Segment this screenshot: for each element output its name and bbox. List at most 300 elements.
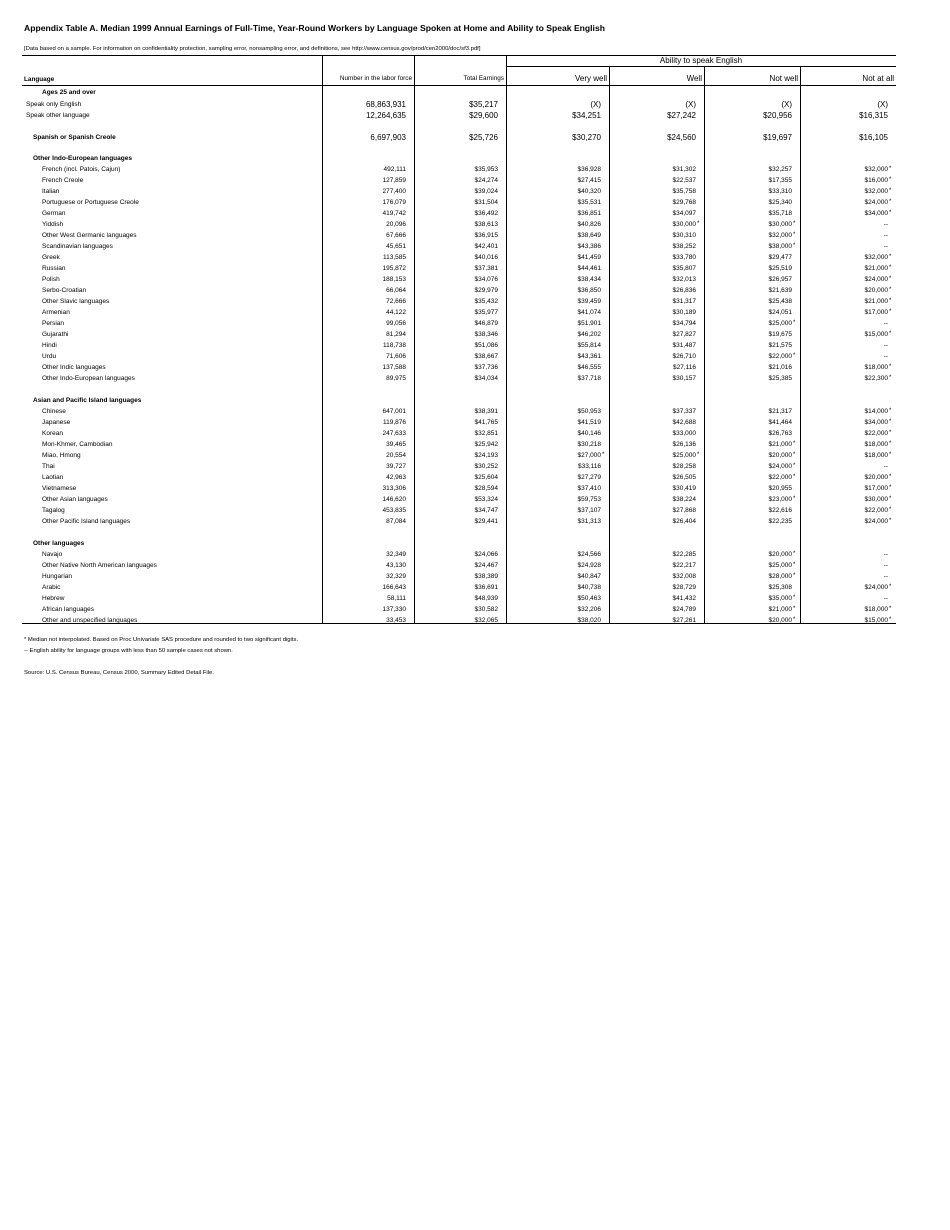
table-title: Appendix Table A. Median 1999 Annual Earnings of Full-Time, Year-Round Workers by Language Spoken at Home and Ability to Speak English — [24, 23, 605, 33]
row-label: Urdu — [42, 353, 57, 360]
cell-w: $26,136 — [672, 441, 696, 448]
cell-n: 89,975 — [386, 375, 406, 382]
cell-na: $22,000 — [864, 430, 888, 437]
cell-nw: $19,697 — [763, 133, 792, 142]
table-row — [22, 110, 896, 121]
cell-total: $48,939 — [474, 595, 498, 602]
asterisk-mark: * — [697, 221, 700, 227]
cell-vw: $41,519 — [577, 419, 601, 426]
row-label: Korean — [42, 430, 63, 437]
cell-w: $31,302 — [672, 166, 696, 173]
asterisk-mark: * — [793, 496, 796, 502]
table-row — [22, 263, 896, 274]
table-note: [Data based on a sample. For information on confidentiality protection, sampling error, nonsampling error, and definitions, see http://www.census.gov/prod/cen2000/doc/sf3.pdf] — [24, 46, 481, 52]
asterisk-mark: * — [889, 177, 892, 183]
cell-total: $51,086 — [474, 342, 498, 349]
cell-na: $24,000 — [864, 518, 888, 525]
section-header-row — [22, 87, 896, 98]
table-row — [22, 99, 896, 110]
cell-total: $39,024 — [474, 188, 498, 195]
cell-n: 176,079 — [382, 199, 406, 206]
cell-n: 146,620 — [382, 496, 406, 503]
asterisk-mark: * — [889, 408, 892, 414]
cell-w: $27,242 — [667, 111, 696, 120]
cell-w: $27,868 — [672, 507, 696, 514]
asterisk-mark: * — [793, 463, 796, 469]
asterisk-mark: * — [889, 474, 892, 480]
table-row — [22, 230, 896, 241]
row-label: Other Indic languages — [42, 364, 106, 371]
cell-vw: $37,410 — [577, 485, 601, 492]
cell-na: $18,000 — [864, 441, 888, 448]
cell-n: 58,111 — [387, 595, 406, 602]
asterisk-mark: * — [889, 617, 892, 623]
cell-vw: $33,116 — [577, 463, 601, 470]
cell-n: 195,872 — [382, 265, 406, 272]
row-label: Tagalog — [42, 507, 65, 514]
cell-n: 81,294 — [386, 331, 406, 338]
row-label: Japanese — [42, 419, 71, 426]
row-label: Other Asian languages — [42, 496, 108, 503]
cell-nw: $32,000 — [768, 232, 792, 239]
cell-nw: $25,385 — [768, 375, 792, 382]
header-well: Well — [686, 74, 702, 83]
cell-nw: $25,000 — [768, 562, 792, 569]
cell-total: $53,324 — [474, 496, 498, 503]
table-row — [22, 439, 896, 450]
cell-na: -- — [883, 232, 888, 239]
cell-nw: $21,639 — [768, 287, 792, 294]
row-label: Thai — [42, 463, 55, 470]
cell-w: $35,807 — [672, 265, 696, 272]
cell-n: 12,264,635 — [365, 111, 406, 120]
header-not-well: Not well — [769, 74, 798, 83]
cell-na: $30,000 — [864, 496, 888, 503]
table-row — [22, 450, 896, 461]
cell-n: 45,651 — [386, 243, 406, 250]
cell-vw: $44,461 — [577, 265, 601, 272]
cell-n: 72,666 — [386, 298, 406, 305]
cell-nw: $32,257 — [768, 166, 792, 173]
cell-n: 166,643 — [382, 584, 406, 591]
cell-w: $26,710 — [672, 353, 696, 360]
cell-w: $30,419 — [672, 485, 696, 492]
group-header-rule — [506, 66, 896, 67]
row-label: French Creole — [42, 177, 84, 184]
cell-nw: $23,000 — [768, 496, 792, 503]
asterisk-mark: * — [793, 452, 796, 458]
row-label: Other languages — [33, 540, 85, 547]
cell-total: $38,667 — [474, 353, 498, 360]
cell-n: 137,588 — [382, 364, 406, 371]
asterisk-mark: * — [889, 485, 892, 491]
cell-nw: $41,464 — [768, 419, 792, 426]
cell-total: $35,977 — [474, 309, 498, 316]
cell-total: $38,346 — [474, 331, 498, 338]
cell-na: $32,000 — [864, 254, 888, 261]
cell-nw: $26,763 — [768, 430, 792, 437]
cell-vw: $36,851 — [577, 210, 601, 217]
table-row — [22, 241, 896, 252]
table-row — [22, 516, 896, 527]
group-header: Ability to speak English — [659, 56, 743, 65]
row-label: French (incl. Patois, Cajun) — [42, 166, 121, 173]
asterisk-mark: * — [793, 221, 796, 227]
cell-total: $25,726 — [469, 133, 498, 142]
table-row — [22, 373, 896, 384]
cell-vw: $34,251 — [572, 111, 601, 120]
cell-n: 647,001 — [382, 408, 406, 415]
cell-n: 44,122 — [386, 309, 406, 316]
cell-nw: $25,340 — [768, 199, 792, 206]
cell-n: 188,153 — [382, 276, 406, 283]
table-row — [22, 604, 896, 615]
cell-w: $34,097 — [672, 210, 696, 217]
table-row — [22, 318, 896, 329]
header-labor-force: Number in the labor force — [339, 75, 412, 82]
cell-vw: $40,146 — [577, 430, 601, 437]
cell-nw: (X) — [781, 100, 792, 109]
asterisk-mark: * — [889, 606, 892, 612]
table-row — [22, 274, 896, 285]
cell-n: 32,329 — [386, 573, 406, 580]
cell-n: 313,306 — [382, 485, 406, 492]
cell-na: $22,000 — [864, 507, 888, 514]
asterisk-mark: * — [889, 496, 892, 502]
asterisk-mark: * — [889, 298, 892, 304]
cell-w: $35,758 — [672, 188, 696, 195]
cell-w: $24,560 — [667, 133, 696, 142]
cell-nw: $35,718 — [768, 210, 792, 217]
cell-na: $32,000 — [864, 188, 888, 195]
cell-w: $38,252 — [672, 243, 696, 250]
table-row — [22, 428, 896, 439]
asterisk-mark: * — [889, 265, 892, 271]
cell-na: -- — [883, 221, 888, 228]
table-row — [22, 340, 896, 351]
cell-na: $17,000 — [864, 485, 888, 492]
cell-n: 39,465 — [386, 441, 406, 448]
asterisk-mark: * — [793, 441, 796, 447]
row-label: Russian — [42, 265, 66, 272]
cell-n: 43,130 — [386, 562, 406, 569]
row-label: Miao, Hmong — [42, 452, 81, 459]
table-row — [22, 582, 896, 593]
cell-na: $21,000 — [864, 265, 888, 272]
cell-nw: $22,000 — [768, 353, 792, 360]
cell-total: $29,441 — [474, 518, 498, 525]
cell-nw: $24,000 — [768, 463, 792, 470]
cell-w: $29,768 — [672, 199, 696, 206]
cell-vw: (X) — [590, 100, 601, 109]
row-label: Portuguese or Portuguese Creole — [42, 199, 139, 206]
cell-nw: $20,000 — [768, 452, 792, 459]
asterisk-mark: * — [793, 551, 796, 557]
cell-w: $32,013 — [672, 276, 696, 283]
cell-vw: $27,279 — [577, 474, 601, 481]
cell-na: -- — [883, 463, 888, 470]
cell-nw: $28,000 — [768, 573, 792, 580]
table-row — [22, 175, 896, 186]
cell-n: 20,096 — [386, 221, 406, 228]
cell-vw: $38,020 — [577, 617, 601, 624]
cell-n: 118,738 — [382, 342, 406, 349]
cell-vw: $55,814 — [577, 342, 601, 349]
cell-n: 127,859 — [382, 177, 406, 184]
header-bottom-rule — [22, 85, 896, 86]
cell-total: $29,979 — [474, 287, 498, 294]
cell-total: $28,594 — [474, 485, 498, 492]
table-row — [22, 164, 896, 175]
asterisk-mark: * — [793, 573, 796, 579]
cell-n: 32,349 — [386, 551, 406, 558]
cell-nw: $33,310 — [768, 188, 792, 195]
asterisk-mark: * — [793, 353, 796, 359]
table-row — [22, 483, 896, 494]
asterisk-mark: * — [793, 562, 796, 568]
table-row — [22, 351, 896, 362]
cell-total: $32,065 — [474, 617, 498, 624]
cell-vw: $59,753 — [577, 496, 601, 503]
cell-n: 137,330 — [382, 606, 406, 613]
cell-total: $24,467 — [474, 562, 498, 569]
cell-vw: $36,928 — [577, 166, 601, 173]
cell-nw: $30,000 — [768, 221, 792, 228]
cell-w: $27,261 — [672, 617, 696, 624]
cell-w: $27,116 — [672, 364, 696, 371]
cell-total: $24,193 — [474, 452, 498, 459]
cell-na: $20,000 — [864, 287, 888, 294]
cell-na: $17,000 — [864, 309, 888, 316]
header-total-earnings: Total Earnings — [463, 75, 504, 82]
row-label: Gujarathi — [42, 331, 69, 338]
cell-w: $28,258 — [672, 463, 696, 470]
cell-w: $37,337 — [672, 408, 696, 415]
cell-na: -- — [883, 573, 888, 580]
row-label: Serbo-Croatian — [42, 287, 87, 294]
cell-n: 113,585 — [382, 254, 406, 261]
cell-w: $31,317 — [672, 298, 696, 305]
table-row — [22, 197, 896, 208]
cell-total: $24,274 — [474, 177, 498, 184]
cell-vw: $36,850 — [577, 287, 601, 294]
cell-vw: $46,555 — [577, 364, 601, 371]
row-label: Other Slavic languages — [42, 298, 110, 305]
cell-n: 419,742 — [382, 210, 406, 217]
cell-na: $16,000 — [864, 177, 888, 184]
row-label: Other West Germanic languages — [42, 232, 137, 239]
row-label: Armenian — [42, 309, 70, 316]
cell-nw: $21,575 — [768, 342, 792, 349]
cell-w: $26,836 — [672, 287, 696, 294]
table-row — [22, 494, 896, 505]
cell-vw: $27,000 — [577, 452, 601, 459]
cell-w: $33,780 — [672, 254, 696, 261]
cell-n: 66,064 — [386, 287, 406, 294]
asterisk-mark: * — [793, 595, 796, 601]
row-label: Polish — [42, 276, 60, 283]
asterisk-mark: * — [602, 452, 605, 458]
table-row — [22, 406, 896, 417]
cell-n: 71,606 — [386, 353, 406, 360]
table-row — [22, 307, 896, 318]
table-row — [22, 219, 896, 230]
table-row — [22, 593, 896, 604]
asterisk-mark: * — [889, 188, 892, 194]
row-label: Chinese — [42, 408, 66, 415]
cell-n: 87,084 — [386, 518, 406, 525]
cell-nw: $20,955 — [768, 485, 792, 492]
section-header-row — [22, 538, 896, 549]
cell-vw: $46,202 — [577, 331, 601, 338]
cell-total: $32,851 — [474, 430, 498, 437]
cell-total: $31,504 — [474, 199, 498, 206]
cell-vw: $37,718 — [577, 375, 601, 382]
cell-na: $34,000 — [864, 419, 888, 426]
asterisk-mark: * — [793, 606, 796, 612]
asterisk-mark: * — [793, 320, 796, 326]
cell-nw: $21,016 — [768, 364, 792, 371]
row-label: Asian and Pacific Island languages — [33, 397, 142, 404]
cell-vw: $37,107 — [577, 507, 601, 514]
cell-nw: $38,000 — [768, 243, 792, 250]
asterisk-mark: * — [793, 232, 796, 238]
cell-na: $16,315 — [859, 111, 888, 120]
row-label: Vietnamese — [42, 485, 77, 492]
cell-w: (X) — [685, 100, 696, 109]
cell-total: $25,942 — [474, 441, 498, 448]
asterisk-mark: * — [889, 254, 892, 260]
cell-na: $18,000 — [864, 364, 888, 371]
row-label: Italian — [42, 188, 60, 195]
cell-nw: $25,519 — [768, 265, 792, 272]
header-language: Language — [24, 76, 55, 83]
row-label: Ages 25 and over — [42, 89, 96, 96]
cell-n: 20,554 — [386, 452, 406, 459]
cell-total: $42,401 — [474, 243, 498, 250]
asterisk-mark: * — [889, 375, 892, 381]
cell-na: $34,000 — [864, 210, 888, 217]
asterisk-mark: * — [793, 474, 796, 480]
row-label: German — [42, 210, 66, 217]
cell-na: $22,300 — [864, 375, 888, 382]
table-row — [22, 186, 896, 197]
table-row — [22, 296, 896, 307]
table-row — [22, 417, 896, 428]
table-row — [22, 461, 896, 472]
asterisk-mark: * — [889, 507, 892, 513]
row-label: Other and unspecified languages — [42, 617, 138, 624]
cell-vw: $31,313 — [577, 518, 601, 525]
cell-w: $22,217 — [672, 562, 696, 569]
cell-n: 42,963 — [386, 474, 406, 481]
cell-vw: $40,320 — [577, 188, 601, 195]
asterisk-mark: * — [889, 452, 892, 458]
table-row — [22, 132, 896, 143]
cell-w: $28,729 — [672, 584, 696, 591]
table-row — [22, 252, 896, 263]
asterisk-mark: * — [889, 309, 892, 315]
cell-w: $24,789 — [672, 606, 696, 613]
cell-vw: $35,531 — [577, 199, 601, 206]
row-label: Speak other language — [26, 112, 90, 119]
cell-total: $36,691 — [474, 584, 498, 591]
row-label: Greek — [42, 254, 60, 261]
section-header-row — [22, 395, 896, 406]
table-row — [22, 208, 896, 219]
table-row — [22, 285, 896, 296]
table-row — [22, 472, 896, 483]
cell-w: $32,008 — [672, 573, 696, 580]
row-label: Scandinavian languages — [42, 243, 113, 250]
earnings-table — [22, 54, 896, 624]
cell-vw: $40,826 — [577, 221, 601, 228]
asterisk-mark: * — [889, 287, 892, 293]
asterisk-mark: * — [793, 617, 796, 623]
asterisk-mark: * — [889, 199, 892, 205]
cell-na: -- — [883, 562, 888, 569]
row-label: Mon-Khmer, Cambodian — [42, 441, 113, 448]
cell-nw: $22,616 — [768, 507, 792, 514]
cell-n: 67,666 — [386, 232, 406, 239]
cell-w: $30,157 — [672, 375, 696, 382]
cell-vw: $43,386 — [577, 243, 601, 250]
cell-total: $37,736 — [474, 364, 498, 371]
cell-na: -- — [883, 595, 888, 602]
row-label: African languages — [42, 606, 95, 613]
cell-nw: $35,000 — [768, 595, 792, 602]
cell-na: -- — [883, 551, 888, 558]
cell-vw: $43,361 — [577, 353, 601, 360]
cell-na: $16,105 — [859, 133, 888, 142]
cell-n: 39,727 — [386, 463, 406, 470]
cell-nw: $20,000 — [768, 551, 792, 558]
cell-total: $35,432 — [474, 298, 498, 305]
cell-nw: $22,235 — [768, 518, 792, 525]
cell-w: $26,404 — [672, 518, 696, 525]
row-label: Yiddish — [42, 221, 64, 228]
row-label: Hebrew — [42, 595, 65, 602]
cell-vw: $41,074 — [577, 309, 601, 316]
cell-na: $20,000 — [864, 474, 888, 481]
asterisk-mark: * — [889, 441, 892, 447]
cell-total: $36,492 — [474, 210, 498, 217]
cell-total: $30,582 — [474, 606, 498, 613]
footnote-dash: -- English ability for language groups with less than 50 sample cases not shown. — [24, 648, 233, 654]
table-row — [22, 329, 896, 340]
cell-total: $37,381 — [474, 265, 498, 272]
section-header-row — [22, 153, 896, 164]
cell-w: $41,432 — [672, 595, 696, 602]
cell-nw: $24,051 — [768, 309, 792, 316]
cell-total: $41,765 — [474, 419, 498, 426]
cell-na: -- — [883, 342, 888, 349]
cell-na: $15,000 — [864, 617, 888, 624]
row-label: Arabic — [42, 584, 61, 591]
cell-vw: $50,463 — [577, 595, 601, 602]
cell-nw: $29,477 — [768, 254, 792, 261]
row-label: Persian — [42, 320, 65, 327]
cell-total: $38,391 — [474, 408, 498, 415]
cell-total: $35,217 — [469, 100, 498, 109]
row-label: Hungarian — [42, 573, 72, 580]
cell-na: $15,000 — [864, 331, 888, 338]
cell-nw: $20,000 — [768, 617, 792, 624]
cell-w: $27,827 — [672, 331, 696, 338]
cell-total: $34,747 — [474, 507, 498, 514]
cell-na: $18,000 — [864, 452, 888, 459]
cell-n: 119,876 — [382, 419, 406, 426]
